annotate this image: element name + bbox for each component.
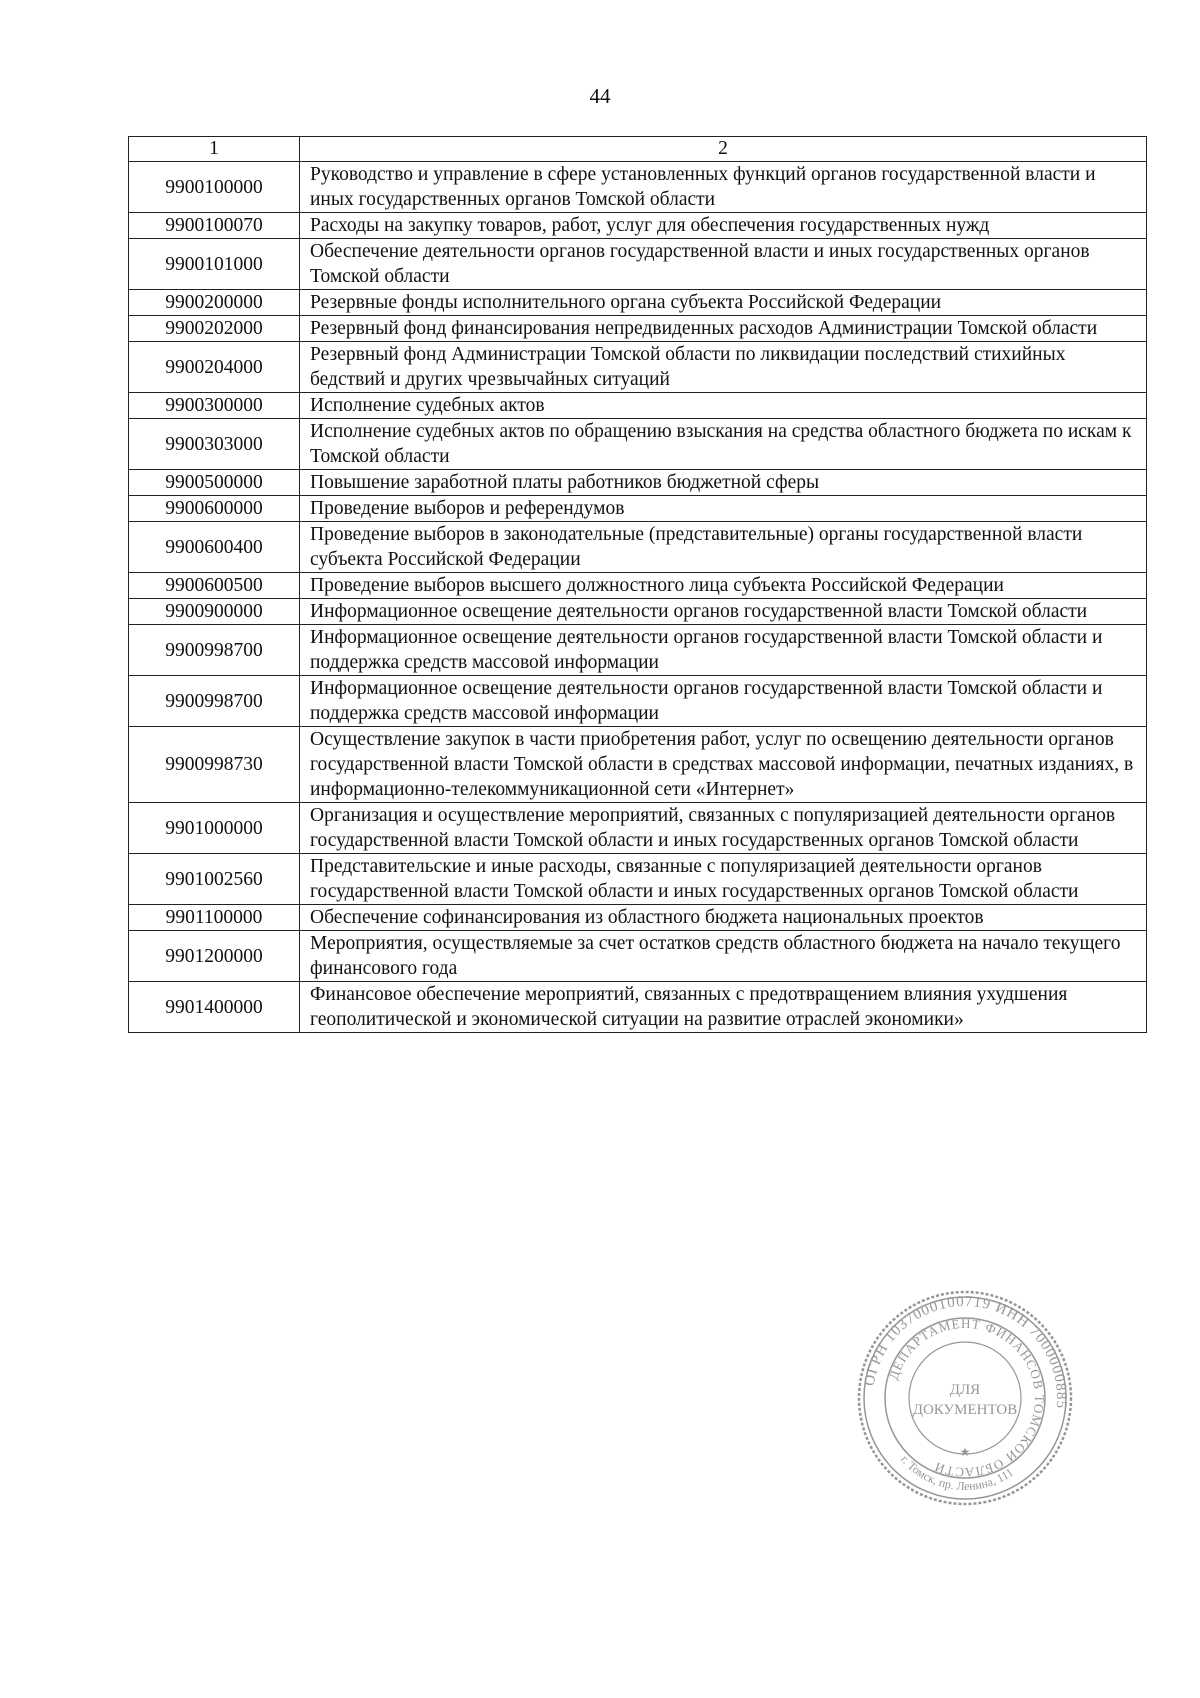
table-row — [129, 393, 1147, 419]
expense-name-cell: Осуществление закупок в части приобретения работ, услуг по освещению деятельности органов государственной власти Томской области в средствах массовой информации, печатных изданиях, в информационно-телекоммуникационной сети «Интернет» — [300, 727, 1147, 803]
budget-code-cell: 9901100000 — [129, 905, 300, 931]
table-row — [129, 522, 1147, 573]
budget-code-cell: 9900600000 — [129, 496, 300, 522]
budget-code-cell: 9900998730 — [129, 727, 300, 803]
expense-name-cell: Мероприятия, осуществляемые за счет остатков средств областного бюджета на начало текущего финансового года — [300, 931, 1147, 982]
expense-name-cell: Исполнение судебных актов по обращению взыскания на средства областного бюджета по искам к Томской области — [300, 419, 1147, 470]
expense-name-cell: Исполнение судебных актов — [300, 393, 1147, 419]
table-row — [129, 727, 1147, 803]
seal-center-line-2: ДОКУМЕНТОВ — [912, 1402, 1018, 1418]
budget-code-cell: 9900600500 — [129, 573, 300, 599]
expense-name-cell: Резервный фонд Администрации Томской области по ликвидации последствий стихийных бедствий и других чрезвычайных ситуаций — [300, 342, 1147, 393]
expense-name-cell: Организация и осуществление мероприятий, связанных с популяризацией деятельности органов государственной власти Томской области и иных государственных органов Томской области — [300, 803, 1147, 854]
table-row — [129, 625, 1147, 676]
budget-code-cell: 9900500000 — [129, 470, 300, 496]
table-row — [129, 162, 1147, 213]
budget-code-cell: 9900204000 — [129, 342, 300, 393]
seal-star-icon: ★ — [959, 1445, 971, 1459]
budget-code-cell: 9900200000 — [129, 290, 300, 316]
table-row — [129, 931, 1147, 982]
budget-code-cell: 9900300000 — [129, 393, 300, 419]
expense-name-cell: Повышение заработной платы работников бюджетной сферы — [300, 470, 1147, 496]
page-number: 44 — [589, 84, 611, 108]
expense-name-cell: Проведение выборов и референдумов — [300, 496, 1147, 522]
table-row — [129, 854, 1147, 905]
expense-name-cell: Обеспечение софинансирования из областного бюджета национальных проектов — [300, 905, 1147, 931]
expense-name-cell: Информационное освещение деятельности органов государственной власти Томской области и поддержка средств массовой информации — [300, 676, 1147, 727]
column-header-code: 1 — [129, 137, 300, 162]
budget-code-cell: 9901002560 — [129, 854, 300, 905]
budget-code-cell: 9900998700 — [129, 625, 300, 676]
expense-name-cell: Проведение выборов в законодательные (представительные) органы государственной власти субъекта Российской Федерации — [300, 522, 1147, 573]
budget-code-cell: 9900303000 — [129, 419, 300, 470]
column-header-name: 2 — [300, 137, 1147, 162]
budget-code-cell: 9900101000 — [129, 239, 300, 290]
budget-code-cell: 9901200000 — [129, 931, 300, 982]
table-row — [129, 982, 1147, 1033]
expense-name-cell: Проведение выборов высшего должностного лица субъекта Российской Федерации — [300, 573, 1147, 599]
budget-code-cell: 9900600400 — [129, 522, 300, 573]
table-row — [129, 213, 1147, 239]
budget-code-cell: 9900998700 — [129, 676, 300, 727]
expense-name-cell: Информационное освещение деятельности органов государственной власти Томской области и поддержка средств массовой информации — [300, 625, 1147, 676]
table-row — [129, 599, 1147, 625]
budget-code-cell: 9900100070 — [129, 213, 300, 239]
table-row — [129, 676, 1147, 727]
expense-name-cell: Обеспечение деятельности органов государственной власти и иных государственных органов Томской области — [300, 239, 1147, 290]
table-row — [129, 803, 1147, 854]
seal-outer-text: ОГРН 1037000100719 ИНН 7000000885 — [861, 1293, 1070, 1410]
budget-code-cell: 9900202000 — [129, 316, 300, 342]
seal-graphic — [855, 1288, 1075, 1508]
budget-code-cell: 9901000000 — [129, 803, 300, 854]
seal-center-line-1: ДЛЯ — [949, 1382, 981, 1398]
table-row — [129, 496, 1147, 522]
expense-name-cell: Резервные фонды исполнительного органа субъекта Российской Федерации — [300, 290, 1147, 316]
budget-code-cell: 9901400000 — [129, 982, 300, 1033]
budget-classification-table — [128, 136, 1147, 1033]
table-row — [129, 573, 1147, 599]
table-row — [129, 316, 1147, 342]
expense-name-cell: Финансовое обеспечение мероприятий, связанных с предотвращением влияния ухудшения геополитической и экономической ситуации на развитие отраслей экономики» — [300, 982, 1147, 1033]
table-row — [129, 470, 1147, 496]
seal-inner-text: ДЕПАРТАМЕНТ ФИНАНСОВ ТОМСКОЙ ОБЛАСТИ — [885, 1315, 1048, 1481]
table-row — [129, 239, 1147, 290]
table-row — [129, 342, 1147, 393]
expense-name-cell: Расходы на закупку товаров, работ, услуг для обеспечения государственных нужд — [300, 213, 1147, 239]
table-header-row — [129, 137, 1147, 162]
budget-code-cell: 9900100000 — [129, 162, 300, 213]
table-row — [129, 905, 1147, 931]
expense-name-cell: Резервный фонд финансирования непредвиденных расходов Администрации Томской области — [300, 316, 1147, 342]
official-seal-stamp — [855, 1288, 1075, 1508]
expense-name-cell: Представительские и иные расходы, связанные с популяризацией деятельности органов государственной власти Томской области и иных государственных органов Томской области — [300, 854, 1147, 905]
seal-bottom-text: г. Томск, пр. Ленина, 111 — [897, 1452, 1016, 1494]
expense-name-cell: Информационное освещение деятельности органов государственной власти Томской области — [300, 599, 1147, 625]
expense-name-cell: Руководство и управление в сфере установленных функций органов государственной власти и иных государственных органов Томской области — [300, 162, 1147, 213]
budget-code-cell: 9900900000 — [129, 599, 300, 625]
table-row — [129, 290, 1147, 316]
table-row — [129, 419, 1147, 470]
